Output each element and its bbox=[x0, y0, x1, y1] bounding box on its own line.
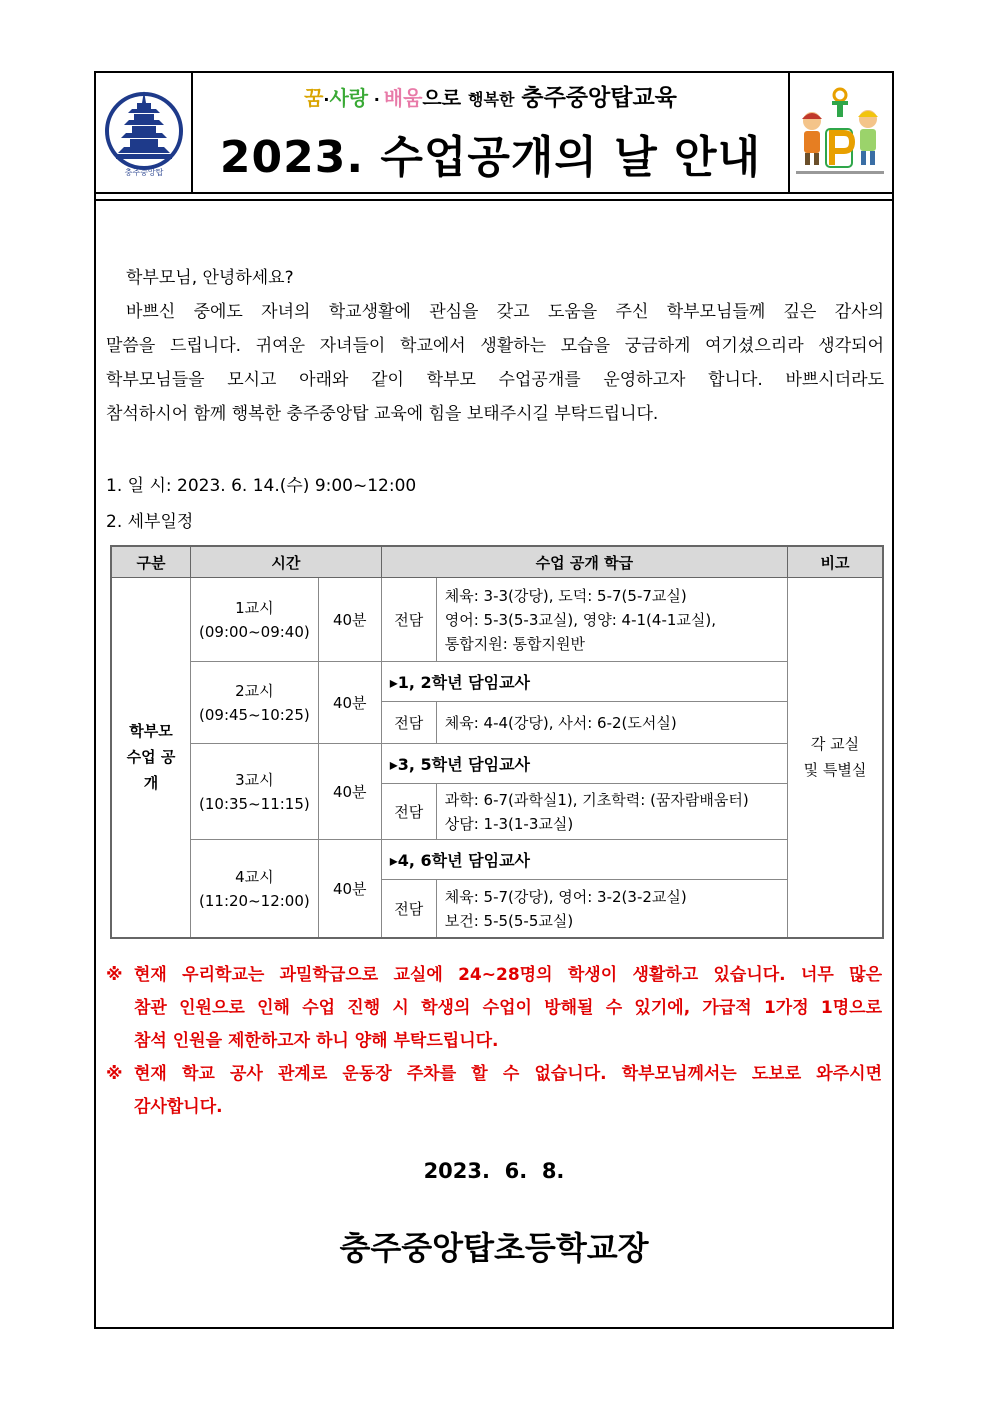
pagoda-logo-icon bbox=[104, 83, 184, 183]
intro-paragraph bbox=[106, 295, 884, 431]
notice-parking bbox=[106, 1058, 882, 1124]
table-row bbox=[111, 662, 883, 702]
jeondam-cell: 전담 bbox=[381, 784, 436, 840]
table-row bbox=[111, 840, 883, 880]
period-cell bbox=[191, 744, 319, 840]
slogan-happy: 행복한 bbox=[468, 90, 515, 109]
slogan-word-dream: 꿈 bbox=[304, 86, 324, 110]
greeting bbox=[106, 261, 884, 295]
note-cell: 각 교실 및 특별실 bbox=[788, 578, 884, 938]
notice-line: 참석 인원을 제한하고자 하니 양해 부탁드립니다. bbox=[134, 1031, 499, 1051]
period-label: 2교시 bbox=[235, 681, 274, 700]
slogan-dot: · bbox=[323, 90, 330, 109]
period-label: 1교시 bbox=[235, 598, 274, 617]
reference-mark-icon: ※ bbox=[106, 965, 123, 985]
body bbox=[96, 199, 892, 1327]
top-mascot-icon bbox=[792, 85, 888, 185]
period-time: (09:00~09:40) bbox=[199, 622, 310, 641]
schedule-table bbox=[110, 545, 884, 939]
slogan-education: 충주중앙탑교육 bbox=[521, 85, 677, 111]
issue-date: 2023. 6. 8. bbox=[423, 1159, 565, 1183]
homeroom-teacher-label: ▸4, 6학년 담임교사 bbox=[381, 840, 787, 880]
slogan-dot: · bbox=[368, 90, 380, 109]
duration-cell: 40분 bbox=[318, 840, 381, 938]
notice-line: 감사합니다. bbox=[134, 1097, 223, 1117]
detail-line: 보건: 5-5(5-5교실) bbox=[444, 911, 574, 930]
period-cell bbox=[191, 578, 319, 662]
schedule-date: 1. 일 시: 2023. 6. 14.(수) 9:00~12:00 bbox=[106, 476, 417, 496]
detail-line: 통합지원: 통합지원반 bbox=[444, 634, 585, 653]
table-header-row bbox=[111, 546, 883, 578]
detail-line: 체육: 4-4(강당), 사서: 6-2(도서실) bbox=[444, 714, 677, 732]
notice-line: 현재 우리학교는 과밀학급으로 교실에 24~28명의 학생이 생활하고 있습니다. 너무 많은 bbox=[134, 965, 882, 985]
reference-mark-icon: ※ bbox=[106, 1064, 123, 1084]
slogan-word-learning: 배움 bbox=[383, 86, 423, 110]
schedule-heading: 2. 세부일정 bbox=[106, 512, 194, 532]
period-label: 4교시 bbox=[235, 867, 274, 886]
table-row bbox=[111, 744, 883, 784]
header-note: 비고 bbox=[788, 546, 884, 578]
intro-line: 참석하시어 함께 행복한 충주중앙탑 교육에 힘을 보태주시길 부탁드립니다. bbox=[106, 404, 659, 424]
period-cell bbox=[191, 662, 319, 744]
detail-line: 과학: 6-7(과학실1), 기초학력: (꿈자람배움터) bbox=[444, 790, 749, 809]
detail-line: 영어: 5-3(5-3교실), 영양: 4-1(4-1교실), bbox=[444, 610, 717, 629]
header-category: 구분 bbox=[111, 546, 191, 578]
detail-cell bbox=[436, 880, 787, 938]
detail-cell bbox=[436, 578, 787, 662]
period-time: (11:20~12:00) bbox=[199, 891, 310, 910]
greeting-text: 학부모님, 안녕하세요? bbox=[126, 268, 294, 288]
jeondam-cell: 전담 bbox=[381, 880, 436, 938]
notice-line: 참관 인원으로 인해 수업 진행 시 학생의 수업이 방해될 수 있기에, 가급적 1가정 1명으로 bbox=[134, 998, 882, 1018]
homeroom-teacher-label: ▸1, 2학년 담임교사 bbox=[381, 662, 787, 702]
header bbox=[96, 73, 892, 194]
detail-line: 상담: 1-3(1-3교실) bbox=[444, 814, 574, 833]
duration-cell: 40분 bbox=[318, 744, 381, 840]
slogan-word-love: 사랑 bbox=[329, 86, 369, 110]
notice-line: 현재 학교 공사 관계로 운동장 주차를 할 수 없습니다. 학부모님께서는 도보로 와주시면 bbox=[134, 1064, 882, 1084]
page-title: 2023. 수업공개의 날 안내 bbox=[219, 132, 762, 183]
jeondam-cell: 전담 bbox=[381, 578, 436, 662]
slogan bbox=[193, 79, 788, 112]
header-time: 시간 bbox=[191, 546, 382, 578]
period-cell bbox=[191, 840, 319, 938]
period-label: 3교시 bbox=[235, 770, 274, 789]
homeroom-teacher-label: ▸3, 5학년 담임교사 bbox=[381, 744, 787, 784]
jeondam-cell: 전담 bbox=[381, 702, 436, 744]
detail-cell bbox=[436, 784, 787, 840]
notice-crowding bbox=[106, 959, 882, 1058]
intro-line: 학부모님들을 모시고 아래와 같이 학부모 수업공개를 운영하고자 합니다. 바쁘시더라도 bbox=[106, 370, 884, 390]
detail-line: 체육: 5-7(강당), 영어: 3-2(3-2교실) bbox=[444, 887, 687, 906]
slogan-particle: 으로 bbox=[422, 86, 462, 110]
school-logo-cell bbox=[96, 73, 193, 192]
period-time: (09:45~10:25) bbox=[199, 705, 310, 724]
header-classes: 수업 공개 학급 bbox=[381, 546, 787, 578]
table-row bbox=[111, 578, 883, 662]
principal-signature: 충주중앙탑초등학교장 bbox=[339, 1229, 649, 1267]
duration-cell: 40분 bbox=[318, 662, 381, 744]
logo-text: 충주중앙탑 bbox=[124, 168, 164, 177]
intro-line: 말씀을 드립니다. 귀여운 자녀들이 학교에서 생활하는 모습을 궁금하게 여기셨으리라 생각되어 bbox=[106, 336, 884, 356]
intro-line: 바쁘신 중에도 자녀의 학교생활에 관심을 갖고 도움을 주신 학부모님들께 깊은 감사의 bbox=[126, 302, 884, 322]
category-cell: 학부모 수업 공개 bbox=[111, 578, 191, 938]
detail-line: 체육: 3-3(강당), 도덕: 5-7(5-7교실) bbox=[444, 586, 687, 605]
document-frame bbox=[94, 71, 894, 1329]
period-time: (10:35~11:15) bbox=[199, 794, 310, 813]
top-mascot-cell bbox=[788, 73, 892, 192]
detail-cell bbox=[436, 702, 787, 744]
duration-cell: 40분 bbox=[318, 578, 381, 662]
